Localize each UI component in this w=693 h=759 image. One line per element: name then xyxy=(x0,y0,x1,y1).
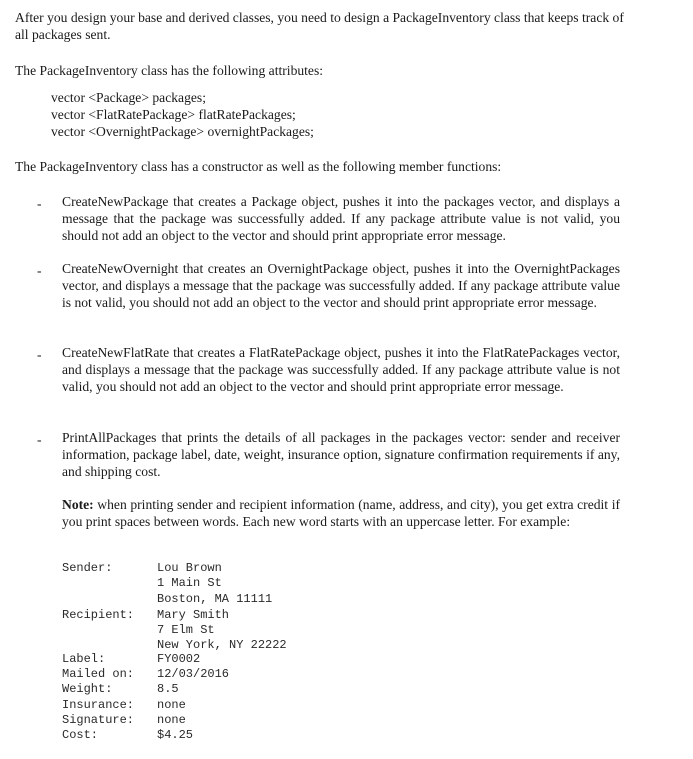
example-field-label: Signature: xyxy=(62,713,135,727)
example-recipient-label: Recipient: xyxy=(62,608,135,622)
example-field-label: Mailed on: xyxy=(62,667,135,681)
attribute-line: vector <FlatRatePackage> flatRatePackages; xyxy=(51,107,296,122)
note-paragraph xyxy=(62,496,620,530)
example-recipient-line: New York, NY 22222 xyxy=(157,638,287,652)
bullet-dash: - xyxy=(37,347,42,362)
function-item: CreateNewPackage that creates a Package object, pushes it into the packages vector, and displays a message that the package was successfully added. If any package attribute value is not valid, you should not add an object to the vector and should print appropriate error message. xyxy=(62,194,620,243)
example-field-label: Label: xyxy=(62,652,106,666)
function-item: PrintAllPackages that prints the details of all packages in the packages vector: sender and receiver information, package label, date, weight, insurance option, signature confirmation requirements if any, and shipping cost. xyxy=(62,430,620,479)
example-field-value: 8.5 xyxy=(157,682,179,696)
example-sender-line: Lou Brown xyxy=(157,561,222,575)
example-field-value: none xyxy=(157,698,186,712)
attribute-line: vector <Package> packages; xyxy=(51,90,206,105)
note-label: Note: xyxy=(62,497,94,512)
intro-paragraph: After you design your base and derived classes, you need to design a PackageInventory class that keeps track of all packages sent. xyxy=(15,10,624,42)
example-field-value: FY0002 xyxy=(157,652,201,666)
bullet-dash: - xyxy=(37,263,42,278)
example-field-value: $4.25 xyxy=(157,728,194,742)
example-recipient-line: 7 Elm St xyxy=(157,623,215,637)
bullet-dash: - xyxy=(37,196,42,211)
example-sender-label: Sender: xyxy=(62,561,113,575)
attributes-heading: The PackageInventory class has the following attributes: xyxy=(15,63,324,78)
example-recipient-line: Mary Smith xyxy=(157,608,230,622)
example-sender-line: 1 Main St xyxy=(157,576,222,590)
bullet-dash: - xyxy=(37,432,42,447)
functions-heading: The PackageInventory class has a constructor as well as the following member functions: xyxy=(15,159,502,174)
example-field-label: Insurance: xyxy=(62,698,135,712)
function-item: CreateNewFlatRate that creates a FlatRatePackage object, pushes it into the FlatRatePackages vector, and displays a message that the package was successfully added. If any package attribute value is not valid, you should not add an object to the vector and should print appropriate error message. xyxy=(62,345,620,394)
attribute-line: vector <OvernightPackage> overnightPackages; xyxy=(51,124,314,139)
example-sender-line: Boston, MA 11111 xyxy=(157,592,273,606)
note-text: when printing sender and recipient information (name, address, and city), you get extra credit if you print spaces between words. Each new word starts with an uppercase letter. For example: xyxy=(62,497,620,529)
example-field-label: Cost: xyxy=(62,728,99,742)
example-field-label: Weight: xyxy=(62,682,113,696)
function-item: CreateNewOvernight that creates an OvernightPackage object, pushes it into the OvernightPackages vector, and displays a message that the package was successfully added. If any package attribute value is not valid, you should not add an object to the vector and should print appropriate error message. xyxy=(62,261,620,310)
example-field-value: 12/03/2016 xyxy=(157,667,230,681)
example-field-value: none xyxy=(157,713,186,727)
